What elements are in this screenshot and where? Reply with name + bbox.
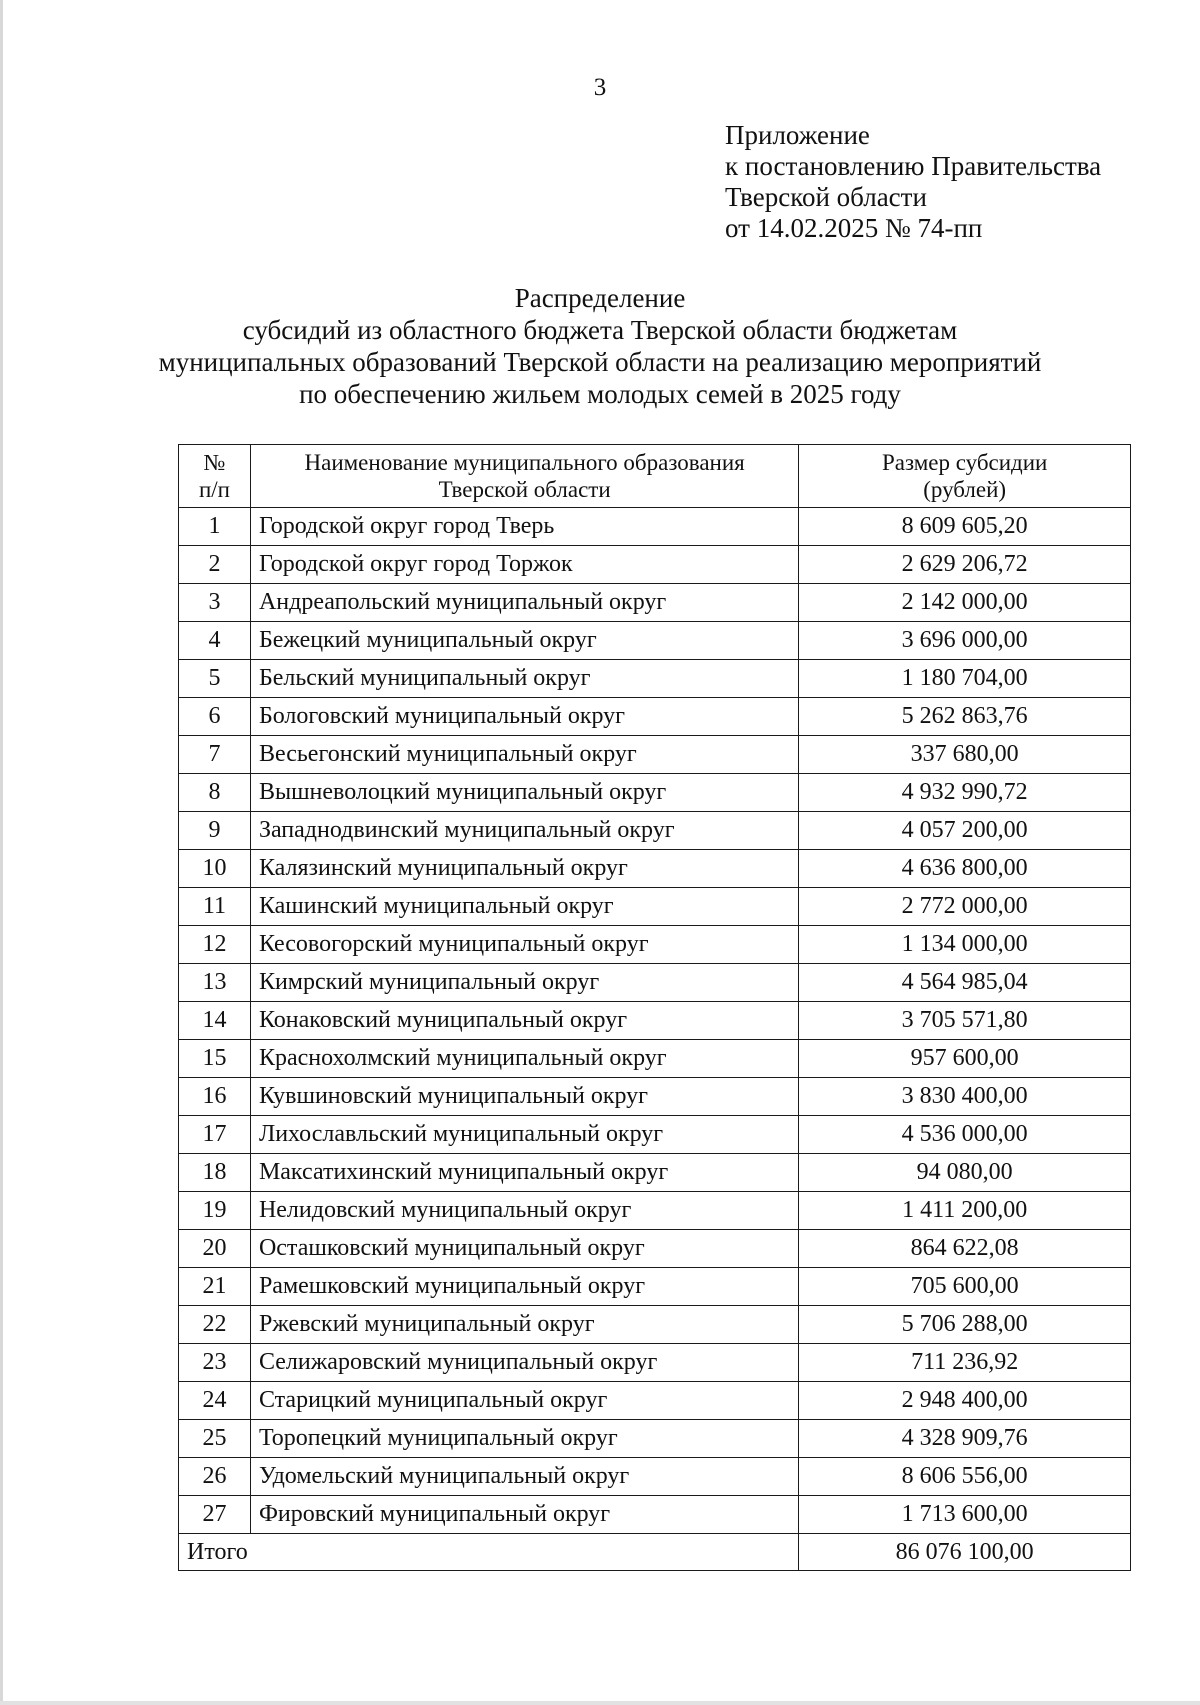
header-name [250, 445, 798, 508]
row-municipality: Нелидовский муниципальный округ [250, 1192, 798, 1230]
row-municipality: Бежецкий муниципальный округ [250, 622, 798, 660]
row-subsidy: 4 932 990,72 [799, 774, 1131, 812]
subsidies-table [178, 444, 1131, 1571]
row-subsidy: 2 948 400,00 [799, 1382, 1131, 1420]
total-row [179, 1534, 1131, 1571]
scan-left-edge [0, 0, 3, 1705]
row-number: 6 [179, 698, 251, 736]
row-subsidy: 2 772 000,00 [799, 888, 1131, 926]
table-row [179, 508, 1131, 546]
row-subsidy: 5 262 863,76 [799, 698, 1131, 736]
row-number: 27 [179, 1496, 251, 1534]
table-row [179, 774, 1131, 812]
table-row [179, 698, 1131, 736]
table-row [179, 736, 1131, 774]
table-row [179, 1496, 1131, 1534]
table-row [179, 1154, 1131, 1192]
row-number: 13 [179, 964, 251, 1002]
title-line-2: субсидий из областного бюджета Тверской области бюджетам [242, 315, 958, 345]
table-row [179, 584, 1131, 622]
row-municipality: Андреапольский муниципальный округ [250, 584, 798, 622]
table-row [179, 964, 1131, 1002]
row-subsidy: 94 080,00 [799, 1154, 1131, 1192]
appendix-line-3: Тверской области [725, 182, 927, 212]
table-row [179, 660, 1131, 698]
row-municipality: Калязинский муниципальный округ [250, 850, 798, 888]
row-subsidy: 3 830 400,00 [799, 1078, 1131, 1116]
row-municipality: Торопецкий муниципальный округ [250, 1420, 798, 1458]
row-number: 14 [179, 1002, 251, 1040]
header-name-line-1: Наименование муниципального образования [304, 450, 745, 475]
row-municipality: Бологовский муниципальный округ [250, 698, 798, 736]
header-num-line-2: п/п [198, 477, 230, 502]
appendix-block [725, 120, 1101, 244]
row-subsidy: 864 622,08 [799, 1230, 1131, 1268]
row-municipality: Вышневолоцкий муниципальный округ [250, 774, 798, 812]
row-number: 15 [179, 1040, 251, 1078]
title-line-1: Распределение [514, 283, 686, 313]
table-row [179, 1116, 1131, 1154]
row-number: 4 [179, 622, 251, 660]
row-number: 17 [179, 1116, 251, 1154]
table-row [179, 850, 1131, 888]
row-number: 1 [179, 508, 251, 546]
document-title [0, 282, 1200, 410]
row-municipality: Городской округ город Торжок [250, 546, 798, 584]
table-row [179, 1306, 1131, 1344]
row-municipality: Кашинский муниципальный округ [250, 888, 798, 926]
row-number: 19 [179, 1192, 251, 1230]
row-municipality: Краснохолмский муниципальный округ [250, 1040, 798, 1078]
row-subsidy: 2 629 206,72 [799, 546, 1131, 584]
table-row [179, 888, 1131, 926]
title-line-4: по обеспечению жильем молодых семей в 2025 году [299, 379, 901, 409]
row-subsidy: 1 180 704,00 [799, 660, 1131, 698]
row-number: 23 [179, 1344, 251, 1382]
title-line-3: муниципальных образований Тверской области на реализацию мероприятий [158, 347, 1042, 377]
table-row [179, 1382, 1131, 1420]
row-subsidy: 1 713 600,00 [799, 1496, 1131, 1534]
row-number: 18 [179, 1154, 251, 1192]
row-subsidy: 4 057 200,00 [799, 812, 1131, 850]
row-number: 5 [179, 660, 251, 698]
row-number: 22 [179, 1306, 251, 1344]
row-municipality: Конаковский муниципальный округ [250, 1002, 798, 1040]
row-municipality: Кесовогорский муниципальный округ [250, 926, 798, 964]
row-number: 21 [179, 1268, 251, 1306]
row-number: 26 [179, 1458, 251, 1496]
total-label: Итого [179, 1534, 799, 1571]
row-subsidy: 8 609 605,20 [799, 508, 1131, 546]
table-row [179, 1268, 1131, 1306]
row-number: 20 [179, 1230, 251, 1268]
row-number: 3 [179, 584, 251, 622]
table-row [179, 1192, 1131, 1230]
table-row [179, 1344, 1131, 1382]
row-number: 25 [179, 1420, 251, 1458]
table-row [179, 926, 1131, 964]
row-number: 24 [179, 1382, 251, 1420]
row-subsidy: 957 600,00 [799, 1040, 1131, 1078]
row-municipality: Кимрский муниципальный округ [250, 964, 798, 1002]
row-municipality: Осташковский муниципальный округ [250, 1230, 798, 1268]
scan-bottom-edge [0, 1701, 1200, 1705]
row-number: 8 [179, 774, 251, 812]
row-subsidy: 5 706 288,00 [799, 1306, 1131, 1344]
header-sum [799, 445, 1131, 508]
header-num [179, 445, 251, 508]
row-municipality: Максатихинский муниципальный округ [250, 1154, 798, 1192]
row-subsidy: 2 142 000,00 [799, 584, 1131, 622]
row-municipality: Бельский муниципальный округ [250, 660, 798, 698]
row-municipality: Лихославльский муниципальный округ [250, 1116, 798, 1154]
row-municipality: Западнодвинский муниципальный округ [250, 812, 798, 850]
page-number: 3 [593, 74, 607, 101]
row-municipality: Весьегонский муниципальный округ [250, 736, 798, 774]
row-number: 12 [179, 926, 251, 964]
header-name-line-2: Тверской области [438, 477, 611, 502]
row-number: 11 [179, 888, 251, 926]
row-municipality: Старицкий муниципальный округ [250, 1382, 798, 1420]
row-subsidy: 8 606 556,00 [799, 1458, 1131, 1496]
row-number: 16 [179, 1078, 251, 1116]
row-subsidy: 1 134 000,00 [799, 926, 1131, 964]
table-row [179, 1040, 1131, 1078]
row-subsidy: 705 600,00 [799, 1268, 1131, 1306]
table-row [179, 622, 1131, 660]
row-number: 7 [179, 736, 251, 774]
table-row [179, 1420, 1131, 1458]
row-subsidy: 3 696 000,00 [799, 622, 1131, 660]
row-number: 9 [179, 812, 251, 850]
row-municipality: Удомельский муниципальный округ [250, 1458, 798, 1496]
row-subsidy: 4 636 800,00 [799, 850, 1131, 888]
table-row [179, 546, 1131, 584]
row-subsidy: 4 328 909,76 [799, 1420, 1131, 1458]
appendix-line-4: от 14.02.2025 № 74-пп [725, 213, 983, 243]
row-subsidy: 711 236,92 [799, 1344, 1131, 1382]
row-municipality: Кувшиновский муниципальный округ [250, 1078, 798, 1116]
appendix-line-1: Приложение [725, 120, 870, 150]
table-row [179, 1230, 1131, 1268]
row-subsidy: 4 564 985,04 [799, 964, 1131, 1002]
table-header-row [179, 445, 1131, 508]
row-subsidy: 1 411 200,00 [799, 1192, 1131, 1230]
row-municipality: Фировский муниципальный округ [250, 1496, 798, 1534]
row-municipality: Городской округ город Тверь [250, 508, 798, 546]
row-number: 10 [179, 850, 251, 888]
row-municipality: Селижаровский муниципальный округ [250, 1344, 798, 1382]
row-subsidy: 3 705 571,80 [799, 1002, 1131, 1040]
header-num-line-1: № [203, 450, 226, 475]
row-subsidy: 4 536 000,00 [799, 1116, 1131, 1154]
appendix-line-2: к постановлению Правительства [725, 151, 1102, 181]
header-sum-line-1: Размер субсидии [881, 450, 1048, 475]
table-row [179, 812, 1131, 850]
row-municipality: Рамешковский муниципальный округ [250, 1268, 798, 1306]
table-row [179, 1002, 1131, 1040]
table-row [179, 1458, 1131, 1496]
row-municipality: Ржевский муниципальный округ [250, 1306, 798, 1344]
row-number: 2 [179, 546, 251, 584]
header-sum-line-2: (рублей) [923, 477, 1007, 502]
table-body [179, 508, 1131, 1534]
row-subsidy: 337 680,00 [799, 736, 1131, 774]
table-row [179, 1078, 1131, 1116]
total-sum: 86 076 100,00 [799, 1534, 1131, 1571]
